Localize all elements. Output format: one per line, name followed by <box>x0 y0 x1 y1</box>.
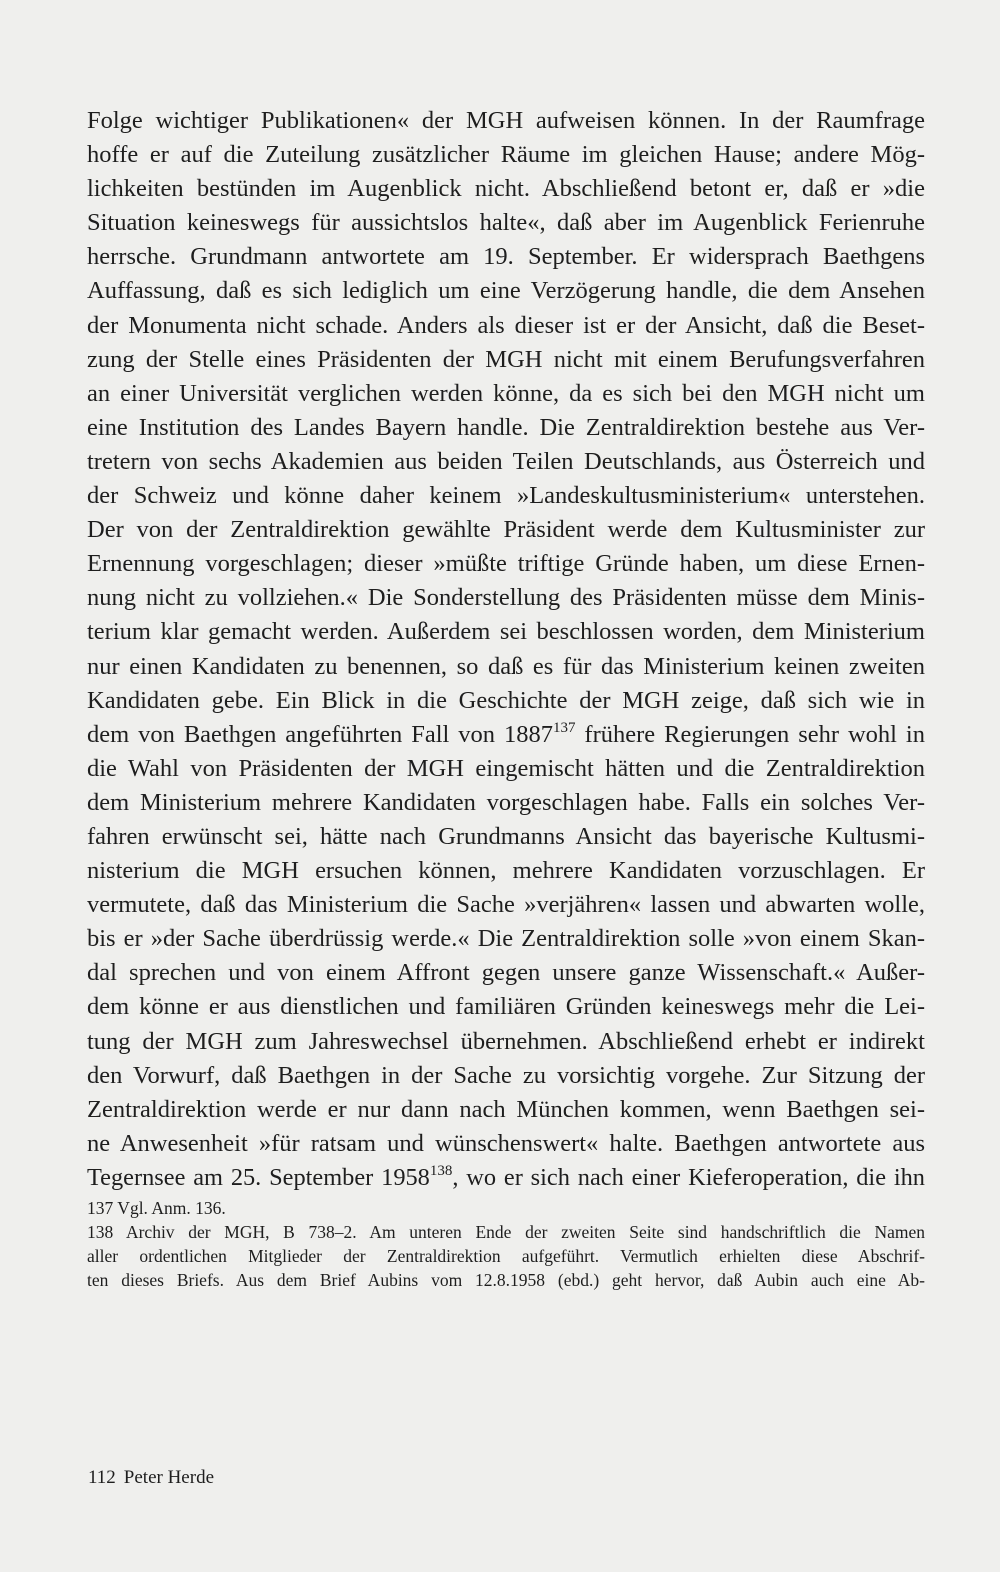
text-line: dem Ministerium mehrere Kandidaten vorgeschlagen habe. Falls ein solches Ver- <box>87 788 925 816</box>
page-number: 112 <box>88 1467 116 1488</box>
text-line: vermutete, daß das Ministerium die Sache »verjähren« lassen und abwarten wolle, <box>87 891 925 919</box>
page-footer <box>88 1466 214 1490</box>
text-line: Zentraldirektion werde er nur dann nach München kommen, wenn Baethgen sei- <box>87 1095 925 1123</box>
text-line: Folge wichtiger Publikationen« der MGH aufweisen können. In der Raumfrage <box>87 107 925 134</box>
text-line: nisterium die MGH ersuchen können, mehrere Kandidaten vorzuschlagen. Er <box>87 857 925 885</box>
text-line: Situation keineswegs für aussichtslos halte«, daß aber im Augenblick Ferienruhe <box>87 209 925 237</box>
footnote-reference: 137 <box>552 719 576 736</box>
text-line: hoffe er auf die Zuteilung zusätzlicher Räume im gleichen Hause; andere Mög- <box>87 141 925 169</box>
text-line: Ernennung vorgeschlagen; dieser »müßte triftige Gründe haben, um diese Ernen- <box>87 550 925 578</box>
text-line: eine Institution des Landes Bayern handle. Die Zentraldirektion bestehe aus Ver- <box>87 413 925 441</box>
footnote-line: 138 Archiv der MGH, B 738–2. Am unteren Ende der zweiten Seite sind handschriftlich die Namen <box>87 1222 925 1242</box>
text-line: terium klar gemacht werden. Außerdem sei beschlossen worden, dem Ministerium <box>87 618 925 646</box>
text-line: an einer Universität verglichen werden könne, da es sich bei den MGH nicht um <box>87 379 925 407</box>
text-line: der Schweiz und könne daher keinem »Landeskultusministerium« unterstehen. <box>87 482 925 510</box>
text-line: dem könne er aus dienstlichen und familiären Gründen keineswegs mehr die Lei- <box>87 993 925 1021</box>
text-line: tretern von sechs Akademien aus beiden Teilen Deutschlands, aus Österreich und <box>87 447 925 475</box>
text-line: nur einen Kandidaten zu benennen, so daß es für das Ministerium keinen zweiten <box>87 652 925 680</box>
text-line: den Vorwurf, daß Baethgen in der Sache zu vorsichtig vorgehe. Zur Sitzung der <box>87 1061 925 1089</box>
text-line: lichkeiten bestünden im Augenblick nicht. Abschließend betont er, daß er »die <box>87 175 925 203</box>
text-line: ne Anwesenheit »für ratsam und wünschenswert« halte. Baethgen antwortete aus <box>87 1129 925 1157</box>
footnote-line: ten dieses Briefs. Aus dem Brief Aubins vom 12.8.1958 (ebd.) geht hervor, daß Aubin auch eine Ab- <box>87 1270 925 1290</box>
footnotes <box>87 1196 925 1292</box>
main-text <box>87 104 925 1195</box>
footnote-line: aller ordentlichen Mitglieder der Zentraldirektion aufgeführt. Vermutlich erhielten diese Abschrif- <box>87 1246 925 1266</box>
footnote-reference: 138 <box>429 1162 453 1179</box>
text-line: nung nicht zu vollziehen.« Die Sonderstellung des Präsidenten müsse dem Minis- <box>87 584 925 612</box>
text-line: Auffassung, daß es sich lediglich um eine Verzögerung handle, die dem Ansehen <box>87 277 925 305</box>
text-line: fahren erwünscht sei, hätte nach Grundmanns Ansicht das bayerische Kultusmi- <box>87 822 925 850</box>
footnote-line: 137 Vgl. Anm. 136. <box>87 1198 226 1218</box>
running-author: Peter Herde <box>123 1467 215 1488</box>
text-line: herrsche. Grundmann antwortete am 19. September. Er widersprach Baethgens <box>87 243 925 271</box>
text-line: der Monumenta nicht schade. Anders als dieser ist er der Ansicht, daß die Beset- <box>87 311 925 339</box>
text-line: Der von der Zentraldirektion gewählte Präsident werde dem Kultusminister zur <box>87 516 925 544</box>
text-line: zung der Stelle eines Präsidenten der MGH nicht mit einem Berufungsverfahren <box>87 345 925 373</box>
text-line: dem von Baethgen angeführten Fall von 1887$^{137}$ frühere Regierungen sehr wohl in <box>87 719 925 748</box>
text-line: tung der MGH zum Jahreswechsel übernehmen. Abschließend erhebt er indirekt <box>87 1027 925 1055</box>
text-line: Kandidaten gebe. Ein Blick in die Geschichte der MGH zeige, daß sich wie in <box>87 686 925 714</box>
text-line: dal sprechen und von einem Affront gegen unsere ganze Wissenschaft.« Außer- <box>87 959 925 987</box>
text-line: die Wahl von Präsidenten der MGH eingemischt hätten und die Zentraldirektion <box>87 754 925 782</box>
text-line: Tegernsee am 25. September 1958$^{138}$, wo er sich nach einer Kieferoperation, die ihn <box>87 1162 925 1191</box>
text-line: bis er »der Sache überdrüssig werde.« Die Zentraldirektion solle »von einem Skan- <box>87 925 925 953</box>
